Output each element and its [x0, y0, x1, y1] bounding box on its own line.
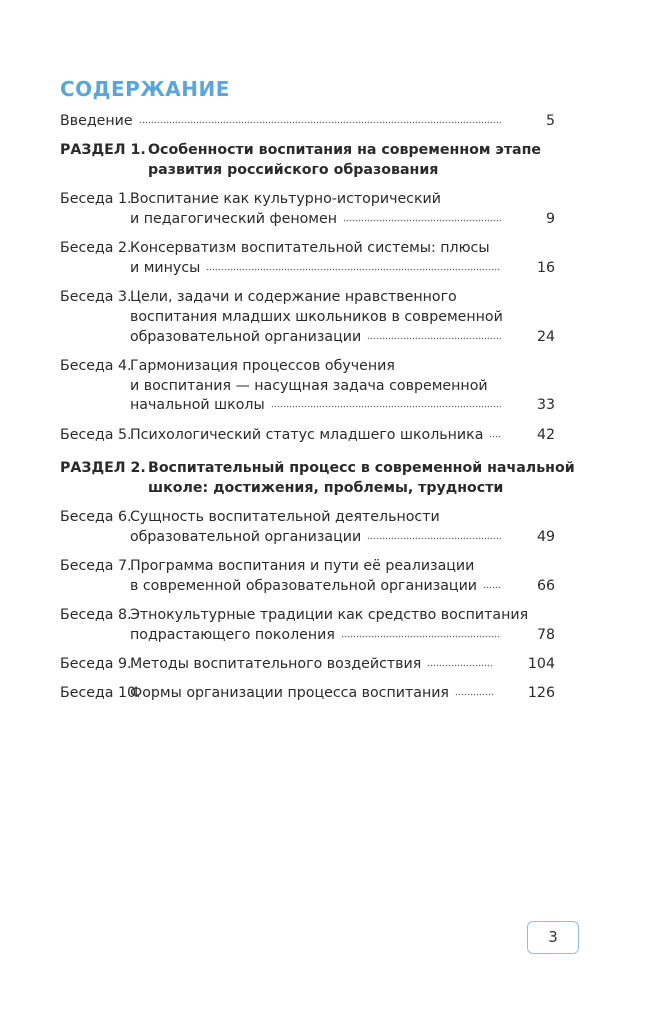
- entry-text: и воспитания — насущная задача современной: [130, 377, 488, 394]
- entry-text: Воспитательный процесс в современной начальной: [148, 460, 575, 477]
- dot-leader: [483, 586, 501, 590]
- entry-text: и педагогический феномен: [130, 210, 338, 227]
- entry-line: [130, 626, 555, 646]
- toc-entry[interactable]: [60, 606, 555, 645]
- entry-label: Беседа 6.: [60, 509, 137, 526]
- dot-leader: [271, 405, 501, 409]
- entry-text: Этнокультурные традиции как средство воспитания: [130, 607, 529, 624]
- toc-entry[interactable]: [60, 239, 555, 278]
- entry-text: Цели, задачи и содержание нравственного: [130, 289, 457, 306]
- entry-line: [130, 655, 555, 675]
- entry-line: [130, 684, 555, 704]
- entry-text: школе: достижения, проблемы, трудности: [148, 479, 504, 496]
- entry-body: [130, 606, 555, 645]
- dot-leader: [343, 219, 501, 223]
- entry-label: РАЗДЕЛ 1.: [60, 142, 151, 159]
- entry-body: [130, 684, 555, 704]
- entry-page-number: 9: [545, 210, 555, 227]
- toc-entry[interactable]: [60, 426, 555, 446]
- entry-label: Беседа 8.: [60, 607, 137, 624]
- entry-label: Беседа 1.: [60, 191, 137, 208]
- entry-body: [130, 655, 555, 675]
- entry-page-number: 33: [536, 397, 555, 414]
- entry-line: [130, 396, 555, 416]
- entry-page-number: 24: [536, 328, 555, 345]
- entry-body: [148, 459, 575, 498]
- entry-text: Методы воспитательного воздействия: [130, 656, 422, 673]
- entry-line: [130, 259, 555, 279]
- toc-entry[interactable]: [60, 508, 555, 547]
- page-number: 3: [527, 921, 579, 954]
- entry-text: образовательной организации: [130, 328, 362, 345]
- entry-line: [60, 112, 555, 132]
- entry-body: [130, 357, 555, 416]
- dot-leader: [367, 537, 501, 541]
- entry-label: РАЗДЕЛ 2.: [60, 460, 151, 477]
- entry-line: [130, 426, 555, 446]
- dot-leader: [455, 693, 494, 697]
- entry-text: Особенности воспитания на современном этапе: [148, 142, 542, 159]
- table-of-contents: [60, 112, 575, 714]
- entry-body: [130, 508, 555, 547]
- entry-text: в современной образовательной организации: [130, 577, 478, 594]
- entry-body: [130, 426, 555, 446]
- entry-body: [130, 557, 555, 596]
- entry-label: Беседа 2.: [60, 240, 137, 257]
- entry-page-number: 49: [536, 528, 555, 545]
- entry-page-number: 66: [536, 577, 555, 594]
- entry-body: [130, 288, 555, 347]
- dot-leader: [206, 268, 501, 272]
- entry-text: и минусы: [130, 259, 201, 276]
- entry-body: [60, 112, 555, 132]
- entry-line: [130, 210, 555, 230]
- entry-text: Психологический статус младшего школьника: [130, 426, 484, 443]
- entry-text: Консерватизм воспитательной системы: плюсы: [130, 240, 490, 257]
- entry-page-number: 126: [527, 685, 555, 702]
- toc-entry[interactable]: [60, 288, 555, 347]
- dot-leader: [139, 121, 501, 125]
- toc-section[interactable]: [60, 141, 555, 180]
- entry-page-number: 42: [536, 426, 555, 443]
- entry-body: [130, 239, 555, 278]
- entry-text: Введение: [60, 113, 133, 129]
- toc-entry[interactable]: [60, 357, 555, 416]
- entry-text: образовательной организации: [130, 528, 362, 545]
- entry-text: развития российского образования: [148, 161, 439, 178]
- entry-label: Беседа 7.: [60, 558, 137, 575]
- entry-text: воспитания младших школьников в современной: [130, 308, 503, 325]
- entry-label: Беседа 4.: [60, 357, 137, 374]
- toc-entry[interactable]: [60, 655, 555, 675]
- dot-leader: [367, 337, 501, 341]
- entry-label: Беседа 10.: [60, 685, 146, 702]
- entry-text: Гармонизация процессов обучения: [130, 357, 395, 374]
- entry-body: [130, 190, 555, 229]
- toc-entry[interactable]: [60, 684, 555, 704]
- toc-entry[interactable]: [60, 112, 555, 132]
- entry-line: [130, 577, 555, 597]
- entry-line: [130, 328, 555, 348]
- dot-leader: [427, 664, 494, 668]
- entry-page-number: 78: [536, 626, 555, 643]
- page-title: СОДЕРЖАНИЕ: [60, 77, 230, 101]
- entry-page-number: 16: [536, 259, 555, 276]
- toc-entry[interactable]: [60, 557, 555, 596]
- toc-entry[interactable]: [60, 190, 555, 229]
- entry-label: Беседа 9.: [60, 656, 137, 673]
- entry-page-number: 104: [527, 656, 555, 673]
- entry-label: Беседа 3.: [60, 289, 137, 306]
- dot-leader: [489, 435, 501, 439]
- entry-text: Сущность воспитательной деятельности: [130, 509, 440, 526]
- toc-section[interactable]: [60, 459, 575, 498]
- entry-text: Воспитание как культурно-исторический: [130, 191, 441, 208]
- entry-label: Беседа 5.: [60, 426, 137, 443]
- entry-text: Программа воспитания и пути её реализации: [130, 558, 475, 575]
- entry-line: [130, 528, 555, 548]
- entry-body: [148, 141, 555, 180]
- entry-page-number: 5: [545, 113, 555, 129]
- dot-leader: [341, 635, 501, 639]
- entry-text: подрастающего поколения: [130, 626, 335, 643]
- entry-text: начальной школы: [130, 397, 265, 414]
- entry-text: Формы организации процесса воспитания: [130, 685, 449, 702]
